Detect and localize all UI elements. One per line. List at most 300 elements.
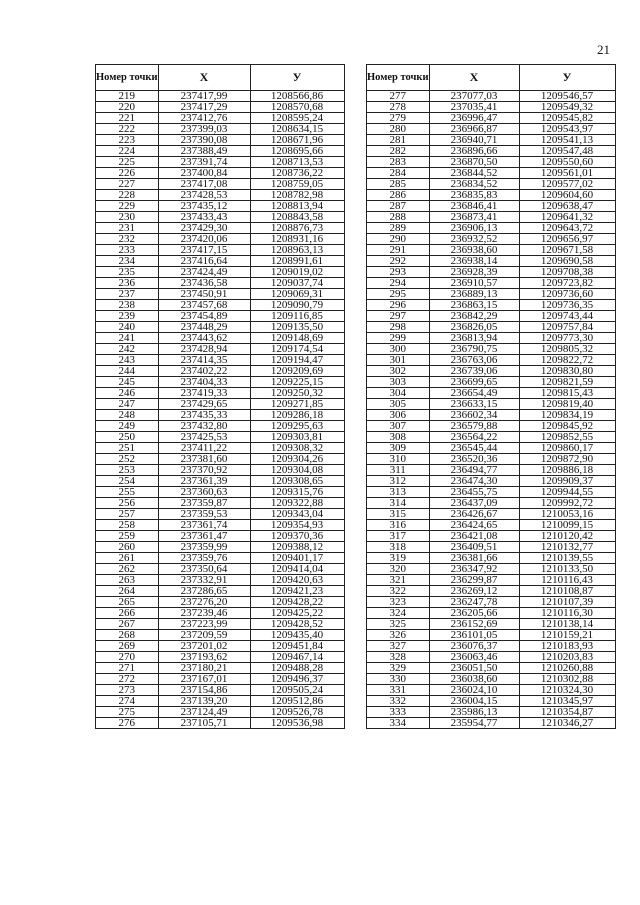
cell-point-number: 279 [367, 113, 430, 124]
cell-x: 237417,08 [158, 179, 250, 190]
cell-point-number: 296 [367, 300, 430, 311]
table-row [96, 696, 345, 707]
cell-y: 1209451,84 [250, 641, 344, 652]
cell-y: 1209549,32 [519, 102, 615, 113]
cell-x: 237432,80 [158, 421, 250, 432]
header-x: Х [429, 65, 519, 91]
cell-point-number: 276 [96, 718, 159, 729]
cell-x: 237276,20 [158, 597, 250, 608]
cell-x: 237435,12 [158, 201, 250, 212]
cell-y: 1209295,63 [250, 421, 344, 432]
table-row [96, 289, 345, 300]
cell-y: 1209401,17 [250, 553, 344, 564]
cell-point-number: 256 [96, 498, 159, 509]
table-header-row [367, 65, 616, 91]
cell-y: 1209852,55 [519, 432, 615, 443]
cell-y: 1208931,16 [250, 234, 344, 245]
cell-x: 236834,52 [429, 179, 519, 190]
cell-y: 1209304,08 [250, 465, 344, 476]
table-row [96, 300, 345, 311]
cell-x: 236699,65 [429, 377, 519, 388]
cell-x: 237223,99 [158, 619, 250, 630]
cell-x: 237417,29 [158, 102, 250, 113]
table-row [96, 476, 345, 487]
cell-point-number: 318 [367, 542, 430, 553]
cell-y: 1208566,86 [250, 91, 344, 102]
cell-y: 1210099,15 [519, 520, 615, 531]
cell-x: 237424,49 [158, 267, 250, 278]
table-row [96, 333, 345, 344]
cell-x: 235954,77 [429, 718, 519, 729]
cell-point-number: 277 [367, 91, 430, 102]
cell-y: 1210354,87 [519, 707, 615, 718]
cell-y: 1208991,61 [250, 256, 344, 267]
cell-x: 237400,84 [158, 168, 250, 179]
cell-y: 1209656,97 [519, 234, 615, 245]
cell-y: 1209488,28 [250, 663, 344, 674]
table-row [367, 630, 616, 641]
table-row [96, 707, 345, 718]
cell-y: 1209315,76 [250, 487, 344, 498]
table-row [96, 168, 345, 179]
cell-x: 237180,21 [158, 663, 250, 674]
cell-y: 1208759,05 [250, 179, 344, 190]
cell-y: 1209773,30 [519, 333, 615, 344]
cell-y: 1210260,88 [519, 663, 615, 674]
cell-point-number: 263 [96, 575, 159, 586]
table-header-row [96, 65, 345, 91]
table-row [367, 443, 616, 454]
table-row [367, 256, 616, 267]
cell-x: 237433,43 [158, 212, 250, 223]
cell-x: 237429,30 [158, 223, 250, 234]
cell-x: 236996,47 [429, 113, 519, 124]
cell-y: 1208813,94 [250, 201, 344, 212]
cell-x: 236889,13 [429, 289, 519, 300]
cell-x: 237361,74 [158, 520, 250, 531]
cell-x: 236910,57 [429, 278, 519, 289]
cell-x: 236940,71 [429, 135, 519, 146]
cell-y: 1209641,32 [519, 212, 615, 223]
cell-point-number: 248 [96, 410, 159, 421]
cell-x: 237209,59 [158, 630, 250, 641]
cell-x: 236004,15 [429, 696, 519, 707]
cell-x: 237388,49 [158, 146, 250, 157]
table-row [367, 135, 616, 146]
table-row [367, 476, 616, 487]
cell-y: 1209135,50 [250, 322, 344, 333]
cell-y: 1209428,22 [250, 597, 344, 608]
cell-point-number: 325 [367, 619, 430, 630]
cell-point-number: 304 [367, 388, 430, 399]
cell-x: 236051,50 [429, 663, 519, 674]
cell-y: 1209174,54 [250, 344, 344, 355]
cell-x: 237428,94 [158, 344, 250, 355]
cell-y: 1210346,27 [519, 718, 615, 729]
cell-x: 236152,69 [429, 619, 519, 630]
cell-y: 1208963,13 [250, 245, 344, 256]
cell-y: 1208843,58 [250, 212, 344, 223]
table-row [367, 179, 616, 190]
table-row [96, 630, 345, 641]
table-row [367, 201, 616, 212]
cell-point-number: 230 [96, 212, 159, 223]
table-row [367, 377, 616, 388]
cell-y: 1209671,58 [519, 245, 615, 256]
table-row [96, 443, 345, 454]
cell-point-number: 236 [96, 278, 159, 289]
table-row [96, 597, 345, 608]
table-row [96, 124, 345, 135]
header-y: У [250, 65, 344, 91]
cell-y: 1209561,01 [519, 168, 615, 179]
cell-point-number: 314 [367, 498, 430, 509]
table-row [367, 531, 616, 542]
cell-y: 1209435,40 [250, 630, 344, 641]
cell-point-number: 299 [367, 333, 430, 344]
cell-point-number: 255 [96, 487, 159, 498]
cell-point-number: 333 [367, 707, 430, 718]
table-row [367, 465, 616, 476]
cell-point-number: 317 [367, 531, 430, 542]
table-row [367, 278, 616, 289]
cell-x: 236381,66 [429, 553, 519, 564]
table-row [96, 91, 345, 102]
cell-x: 236966,87 [429, 124, 519, 135]
table-row [96, 366, 345, 377]
cell-point-number: 282 [367, 146, 430, 157]
cell-x: 237105,71 [158, 718, 250, 729]
cell-x: 236906,13 [429, 223, 519, 234]
header-point-number: Номер точки [96, 65, 159, 91]
cell-point-number: 301 [367, 355, 430, 366]
cell-point-number: 326 [367, 630, 430, 641]
table-row [367, 245, 616, 256]
table-row [96, 355, 345, 366]
cell-x: 236063,46 [429, 652, 519, 663]
cell-x: 236437,09 [429, 498, 519, 509]
table-row [367, 366, 616, 377]
cell-point-number: 242 [96, 344, 159, 355]
cell-x: 237361,39 [158, 476, 250, 487]
cell-point-number: 268 [96, 630, 159, 641]
cell-point-number: 247 [96, 399, 159, 410]
cell-x: 237077,03 [429, 91, 519, 102]
cell-x: 235986,13 [429, 707, 519, 718]
cell-y: 1208570,68 [250, 102, 344, 113]
cell-x: 236928,39 [429, 267, 519, 278]
table-row [367, 223, 616, 234]
cell-y: 1209308,65 [250, 476, 344, 487]
table-row [367, 311, 616, 322]
table-row [96, 674, 345, 685]
table-row [96, 432, 345, 443]
table-row [96, 586, 345, 597]
cell-x: 237359,99 [158, 542, 250, 553]
cell-x: 237201,02 [158, 641, 250, 652]
cell-y: 1209860,17 [519, 443, 615, 454]
cell-y: 1208713,53 [250, 157, 344, 168]
cell-x: 237448,29 [158, 322, 250, 333]
cell-y: 1209019,02 [250, 267, 344, 278]
cell-x: 236421,08 [429, 531, 519, 542]
cell-x: 237436,58 [158, 278, 250, 289]
cell-x: 237391,74 [158, 157, 250, 168]
table-row [96, 388, 345, 399]
table-row [96, 322, 345, 333]
cell-point-number: 302 [367, 366, 430, 377]
cell-x: 236863,15 [429, 300, 519, 311]
cell-y: 1209547,48 [519, 146, 615, 157]
cell-y: 1208782,98 [250, 190, 344, 201]
coordinates-table-right [366, 64, 616, 729]
table-row [96, 278, 345, 289]
cell-y: 1209322,88 [250, 498, 344, 509]
table-row [96, 685, 345, 696]
cell-y: 1209604,60 [519, 190, 615, 201]
cell-y: 1209743,44 [519, 311, 615, 322]
cell-x: 236455,75 [429, 487, 519, 498]
cell-y: 1209069,31 [250, 289, 344, 300]
cell-point-number: 227 [96, 179, 159, 190]
cell-point-number: 293 [367, 267, 430, 278]
table-row [367, 344, 616, 355]
cell-x: 236347,92 [429, 564, 519, 575]
cell-point-number: 250 [96, 432, 159, 443]
cell-point-number: 290 [367, 234, 430, 245]
cell-y: 1209148,69 [250, 333, 344, 344]
cell-y: 1208634,15 [250, 124, 344, 135]
table-row [367, 157, 616, 168]
table-row [96, 223, 345, 234]
cell-x: 237425,53 [158, 432, 250, 443]
cell-x: 236763,06 [429, 355, 519, 366]
cell-x: 237443,62 [158, 333, 250, 344]
cell-point-number: 264 [96, 586, 159, 597]
cell-y: 1210053,16 [519, 509, 615, 520]
cell-point-number: 254 [96, 476, 159, 487]
table-row [367, 619, 616, 630]
table-row [96, 564, 345, 575]
cell-y: 1209370,36 [250, 531, 344, 542]
table-row [367, 520, 616, 531]
cell-x: 236269,12 [429, 586, 519, 597]
table-row [96, 135, 345, 146]
cell-x: 237286,65 [158, 586, 250, 597]
cell-y: 1209736,60 [519, 289, 615, 300]
table-row [367, 322, 616, 333]
table-row [96, 542, 345, 553]
cell-y: 1210324,30 [519, 685, 615, 696]
cell-x: 237239,46 [158, 608, 250, 619]
table-row [367, 652, 616, 663]
cell-point-number: 261 [96, 553, 159, 564]
table-row [367, 432, 616, 443]
cell-y: 1209425,22 [250, 608, 344, 619]
table-row [96, 410, 345, 421]
cell-y: 1210133,50 [519, 564, 615, 575]
cell-point-number: 229 [96, 201, 159, 212]
cell-x: 237402,22 [158, 366, 250, 377]
cell-x: 236101,05 [429, 630, 519, 641]
cell-point-number: 245 [96, 377, 159, 388]
cell-point-number: 284 [367, 168, 430, 179]
cell-x: 236739,06 [429, 366, 519, 377]
cell-y: 1209037,74 [250, 278, 344, 289]
cell-point-number: 258 [96, 520, 159, 531]
cell-point-number: 234 [96, 256, 159, 267]
cell-point-number: 332 [367, 696, 430, 707]
cell-y: 1209543,97 [519, 124, 615, 135]
cell-point-number: 321 [367, 575, 430, 586]
cell-x: 237359,87 [158, 498, 250, 509]
cell-point-number: 243 [96, 355, 159, 366]
cell-y: 1209303,81 [250, 432, 344, 443]
cell-point-number: 286 [367, 190, 430, 201]
table-row [367, 498, 616, 509]
cell-y: 1209845,92 [519, 421, 615, 432]
cell-point-number: 306 [367, 410, 430, 421]
table-row [96, 157, 345, 168]
header-x: Х [158, 65, 250, 91]
cell-point-number: 294 [367, 278, 430, 289]
table-row [367, 487, 616, 498]
cell-point-number: 260 [96, 542, 159, 553]
cell-y: 1209546,57 [519, 91, 615, 102]
cell-x: 236076,37 [429, 641, 519, 652]
table-row [96, 267, 345, 278]
cell-y: 1209388,12 [250, 542, 344, 553]
cell-x: 236024,10 [429, 685, 519, 696]
table-body-left [96, 91, 345, 729]
table-row [96, 102, 345, 113]
cell-y: 1209496,37 [250, 674, 344, 685]
table-row [96, 344, 345, 355]
cell-y: 1209545,82 [519, 113, 615, 124]
cell-point-number: 295 [367, 289, 430, 300]
cell-point-number: 308 [367, 432, 430, 443]
table-row [96, 234, 345, 245]
cell-x: 237399,03 [158, 124, 250, 135]
cell-point-number: 330 [367, 674, 430, 685]
cell-point-number: 267 [96, 619, 159, 630]
cell-y: 1210107,39 [519, 597, 615, 608]
table-row [367, 102, 616, 113]
cell-point-number: 246 [96, 388, 159, 399]
cell-y: 1209886,18 [519, 465, 615, 476]
table-row [367, 454, 616, 465]
cell-x: 237428,53 [158, 190, 250, 201]
header-point-number: Номер точки [367, 65, 430, 91]
cell-y: 1209690,58 [519, 256, 615, 267]
cell-y: 1210138,14 [519, 619, 615, 630]
cell-x: 236844,52 [429, 168, 519, 179]
cell-point-number: 259 [96, 531, 159, 542]
table-row [367, 234, 616, 245]
cell-x: 236602,34 [429, 410, 519, 421]
cell-point-number: 257 [96, 509, 159, 520]
table-row [367, 696, 616, 707]
cell-x: 236247,78 [429, 597, 519, 608]
table-row [96, 608, 345, 619]
table-row [96, 212, 345, 223]
cell-y: 1209512,86 [250, 696, 344, 707]
cell-x: 237370,92 [158, 465, 250, 476]
cell-y: 1209304,26 [250, 454, 344, 465]
cell-point-number: 252 [96, 454, 159, 465]
cell-x: 237332,91 [158, 575, 250, 586]
cell-x: 236813,94 [429, 333, 519, 344]
cell-y: 1209541,13 [519, 135, 615, 146]
cell-point-number: 280 [367, 124, 430, 135]
table-row [96, 641, 345, 652]
cell-point-number: 283 [367, 157, 430, 168]
cell-point-number: 241 [96, 333, 159, 344]
cell-y: 1209821,59 [519, 377, 615, 388]
cell-point-number: 253 [96, 465, 159, 476]
table-row [367, 300, 616, 311]
table-row [96, 619, 345, 630]
cell-y: 1209992,72 [519, 498, 615, 509]
cell-point-number: 273 [96, 685, 159, 696]
cell-point-number: 292 [367, 256, 430, 267]
cell-y: 1209354,93 [250, 520, 344, 531]
cell-point-number: 303 [367, 377, 430, 388]
cell-y: 1209250,32 [250, 388, 344, 399]
cell-x: 237454,89 [158, 311, 250, 322]
cell-x: 237359,76 [158, 553, 250, 564]
cell-x: 236790,75 [429, 344, 519, 355]
cell-x: 236038,60 [429, 674, 519, 685]
cell-y: 1209421,23 [250, 586, 344, 597]
cell-point-number: 249 [96, 421, 159, 432]
cell-point-number: 319 [367, 553, 430, 564]
table-row [367, 674, 616, 685]
header-y: У [519, 65, 615, 91]
table-row [367, 542, 616, 553]
cell-x: 237450,91 [158, 289, 250, 300]
cell-y: 1210108,87 [519, 586, 615, 597]
cell-point-number: 240 [96, 322, 159, 333]
table-row [96, 201, 345, 212]
cell-y: 1209757,84 [519, 322, 615, 333]
cell-point-number: 270 [96, 652, 159, 663]
cell-point-number: 220 [96, 102, 159, 113]
cell-point-number: 233 [96, 245, 159, 256]
table-row [96, 245, 345, 256]
cell-y: 1209209,69 [250, 366, 344, 377]
cell-x: 236654,49 [429, 388, 519, 399]
cell-y: 1209723,82 [519, 278, 615, 289]
cell-x: 236938,60 [429, 245, 519, 256]
cell-y: 1209550,60 [519, 157, 615, 168]
cell-x: 237360,63 [158, 487, 250, 498]
cell-point-number: 275 [96, 707, 159, 718]
cell-point-number: 239 [96, 311, 159, 322]
cell-point-number: 287 [367, 201, 430, 212]
cell-point-number: 323 [367, 597, 430, 608]
cell-y: 1209815,43 [519, 388, 615, 399]
table-row [367, 509, 616, 520]
table-row [96, 465, 345, 476]
table-row [96, 421, 345, 432]
table-row [367, 410, 616, 421]
table-row [367, 608, 616, 619]
cell-point-number: 324 [367, 608, 430, 619]
cell-point-number: 221 [96, 113, 159, 124]
table-row [367, 168, 616, 179]
cell-y: 1209872,90 [519, 454, 615, 465]
